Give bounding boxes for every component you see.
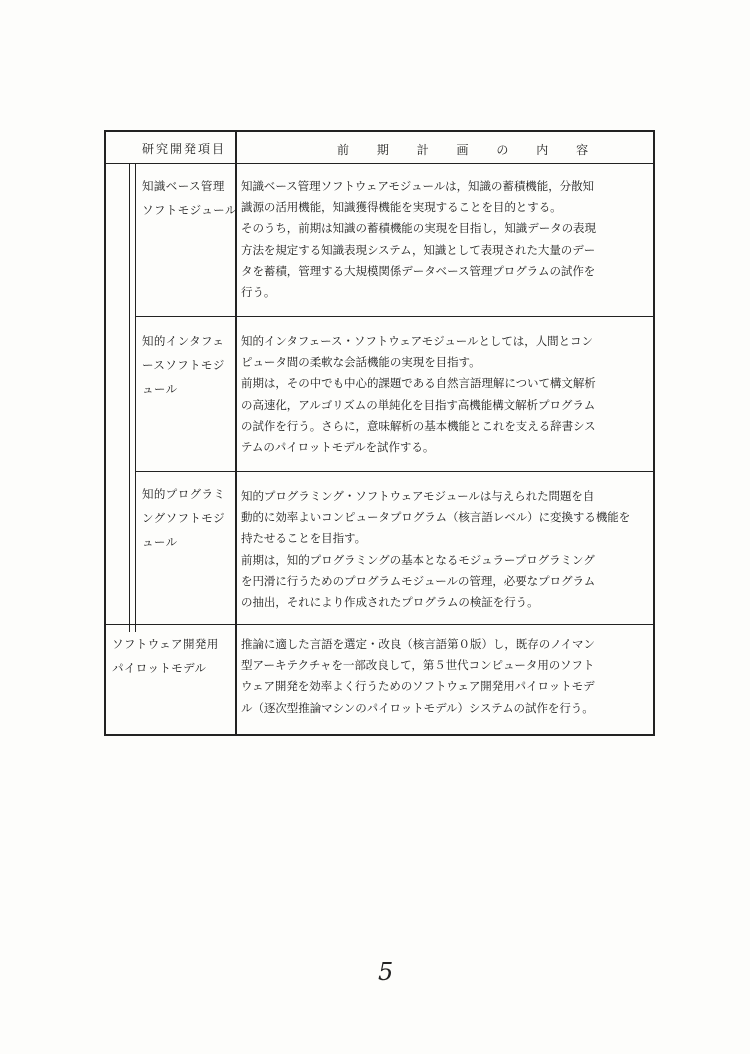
content-line: を円滑に行うためのプログラムモジュールの管理，必要なプログラム — [241, 573, 596, 588]
label-line: ュール — [142, 535, 178, 549]
label-line: ースソフトモジ — [142, 358, 225, 372]
content-line: 持たせることを目指す。 — [241, 531, 367, 546]
row-content-pilot-model — [241, 634, 649, 719]
row-divider-2 — [135, 471, 653, 472]
content-line: ル（逐次型推論マシンのパイロットモデル）システムの試作を行う。 — [241, 700, 594, 715]
label-line: 知的プログラミ — [142, 487, 226, 501]
content-line: 推論に適した言語を選定・改良（核言語第０版）し，既存のノイマン — [241, 637, 595, 651]
header-char: 前 — [337, 143, 350, 157]
sub-item-indent-line — [129, 164, 130, 632]
row-divider-3 — [106, 624, 653, 625]
header-char: 計 — [416, 143, 429, 157]
content-line: の高速化，アルゴリズムの単純化を目指す高機能構文解析プログラム — [241, 397, 596, 412]
label-line: パイロットモデル — [112, 661, 207, 675]
label-line: 知識ベース管理 — [142, 179, 225, 193]
content-line: 知的インタフェース・ソフトウェアモジュールとしては，人間とコン — [241, 334, 593, 348]
header-char: 容 — [576, 143, 589, 157]
page-number: 5 — [378, 958, 394, 986]
content-line: 行う。 — [241, 284, 276, 299]
row-label-knowledge-base — [142, 174, 237, 222]
content-line: の抽出，それにより作成されたプログラムの検証を行う。 — [241, 594, 539, 609]
content-line: テムのパイロットモデルを試作する。 — [241, 439, 435, 454]
content-line: 知識ベース管理ソフトウェアモジュールは，知識の蓄積機能，分散知 — [241, 179, 594, 193]
label-line: ングソフトモジ — [142, 511, 226, 525]
content-line: ピュータ間の柔軟な会話機能の実現を目指す。 — [241, 355, 481, 370]
content-line: 前期は，知的プログラミングの基本となるモジュラープログラミング — [241, 552, 595, 567]
row-label-intelligent-interface — [142, 329, 225, 401]
content-line: タを蓄積，管理する大規模関係データベース管理プログラムの試作を — [241, 263, 596, 278]
row-content-knowledge-base — [241, 176, 649, 303]
plan-table — [104, 130, 655, 736]
content-line: 型アーキテクチャを一部改良して，第５世代コンピュータ用のソフト — [241, 658, 595, 673]
header-divider — [106, 163, 653, 164]
label-line: ュール — [142, 382, 178, 396]
header-char: の — [496, 143, 509, 157]
label-line: ソフトウェア開発用 — [112, 637, 219, 651]
sub-item-divider — [135, 164, 136, 632]
row-label-intelligent-programming — [142, 482, 225, 554]
content-line: 前期は，その中でも中心的課題である自然言語理解について構文解析 — [241, 376, 596, 391]
content-line: 知的プログラミング・ソフトウェアモジュールは与えられた問題を自 — [241, 489, 595, 503]
content-line: 方法を規定する知識表現システム，知識として表現された大量のデー — [241, 242, 596, 257]
row-divider-1 — [135, 316, 653, 317]
header-char: 内 — [536, 143, 549, 157]
row-label-pilot-model — [112, 632, 219, 680]
label-line: ソフトモジュール — [142, 203, 237, 217]
column-divider — [235, 132, 237, 734]
header-content-label — [337, 141, 612, 158]
content-line: 動的に効率よいコンピュータプログラム（核言語レベル）に変換する機能を — [241, 510, 631, 525]
header-char: 期 — [376, 143, 389, 157]
content-line: の試作を行う。さらに，意味解析の基本機能とこれを支える辞書シス — [241, 418, 596, 433]
header-item-label: 研究開発項目 — [142, 142, 227, 156]
header-char: 画 — [456, 143, 469, 157]
label-line: 知的インタフェ — [142, 334, 225, 348]
content-line: そのうち，前期は知識の蓄積機能の実現を目指し，知識データの表現 — [241, 221, 596, 236]
row-content-intelligent-interface — [241, 331, 649, 458]
content-line: ウェア開発を効率よく行うためのソフトウェア開発用パイロットモデ — [241, 679, 595, 694]
content-line: 識源の活用機能，知識獲得機能を実現することを目的とする。 — [241, 200, 562, 215]
row-content-intelligent-programming — [241, 486, 649, 613]
